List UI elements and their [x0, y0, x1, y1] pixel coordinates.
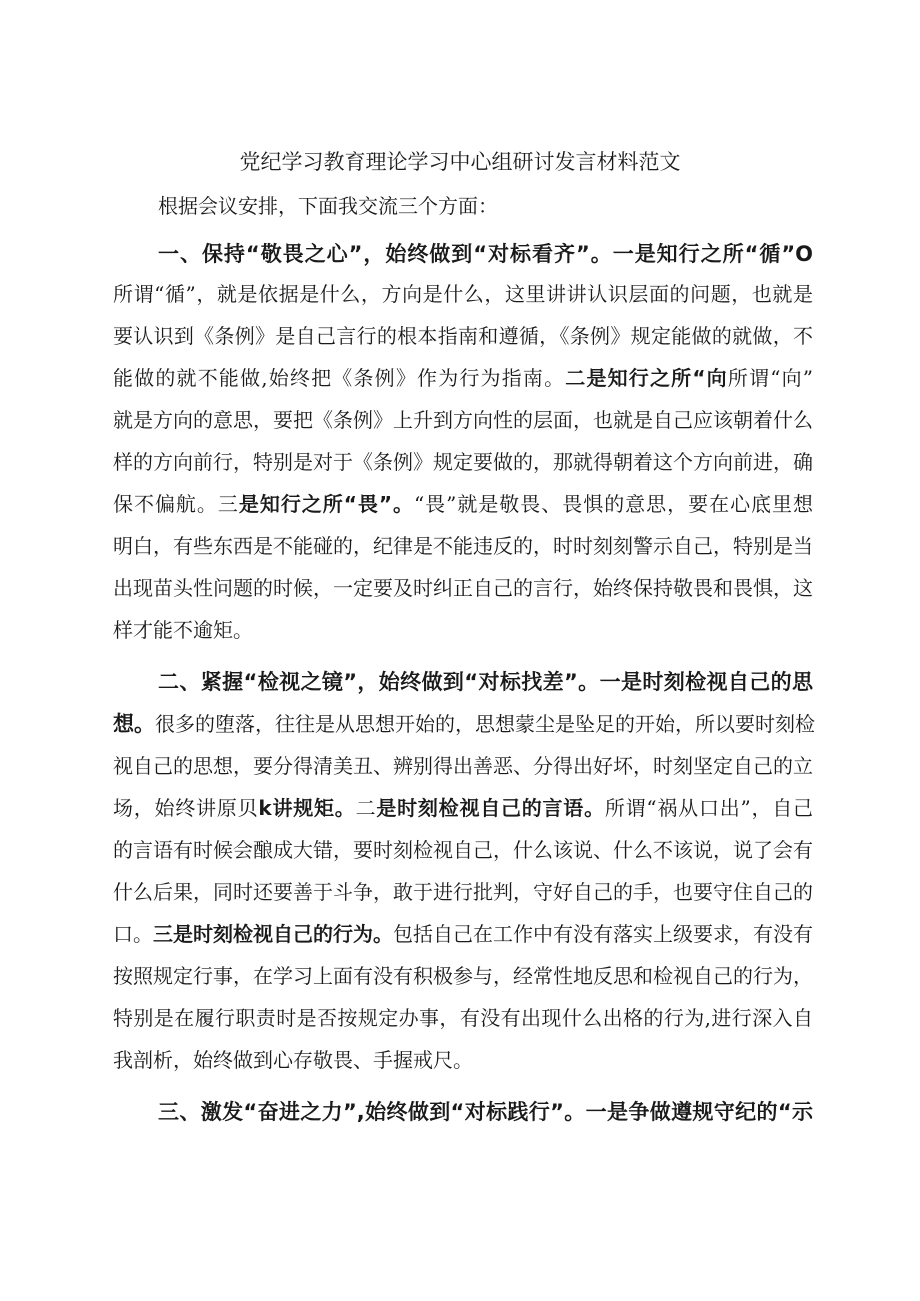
- body-line: 的言语有时候会酿成大错，要时刻检视自己，什么该说、什么不该说，说了会有: [113, 838, 813, 862]
- subpoint-heading: 是时刻检视自己的言语。: [376, 796, 605, 820]
- body-line: 样的方向前行，特别是对于《条例》规定要做的，那就得朝着这个方向前进，确: [113, 450, 813, 474]
- section-heading-3: 三、激发“奋进之力”,始终做到“对标践行”。一是争做遵规守纪的“示: [158, 1100, 813, 1124]
- body-text: 口。: [113, 922, 153, 946]
- subpoint-heading: 二是知行之所“向: [565, 366, 728, 390]
- body-text: 所谓“祸从口出”，自己: [604, 796, 814, 820]
- body-line: 按照规定行事，在学习上面有没有积极参与，经常性地反思和检视自己的行为，: [113, 964, 813, 988]
- document-title: 党纪学习教育理论学习中心组研讨发言材料范文: [239, 150, 681, 174]
- body-line: [113, 794, 813, 822]
- subpoint-heading: 是知行之所“畏”。: [238, 492, 414, 516]
- paragraph-intro: 根据会议安排，下面我交流三个方面：: [158, 194, 498, 218]
- section-heading-2: 二、紧握“检视之镜”，始终做到“对标找差”。一是时刻检视自己的思: [158, 670, 813, 694]
- body-line: 我剖析，始终做到心存敬畏、手握戒尺。: [113, 1048, 473, 1072]
- subpoint-heading: 三是时刻检视自己的行为。: [153, 922, 393, 946]
- body-line: [113, 490, 813, 518]
- body-line: 要认识到《条例》是自己言行的根本指南和遵循，《条例》规定能做的就做，不: [113, 324, 813, 348]
- body-text: 所谓“向”: [727, 366, 814, 390]
- body-text: 保不偏航。三: [113, 492, 239, 516]
- body-line: 出现苗头性问题的时候，一定要及时纠正自己的言行，始终保持敬畏和畏惧，这: [113, 576, 813, 600]
- body-line: 样才能不逾矩。: [113, 618, 253, 642]
- body-line: [113, 920, 813, 948]
- section-heading-1: 一、保持“敬畏之心”，始终做到“对标看齐”。一是知行之所“循”O: [158, 242, 813, 266]
- body-text: 包括自己在工作中有没有落实上级要求，有没有: [393, 922, 813, 946]
- body-line: 就是方向的意思，要把《条例》上升到方向性的层面，也就是自己应该朝着什么: [113, 408, 813, 432]
- body-line: 什么后果，同时还要善于斗争，敢于进行批判，守好自己的手，也要守住自己的: [113, 880, 813, 904]
- body-line: 特别是在履行职责时是否按规定办事，有没有出现什么出格的行为,进行深入自: [113, 1006, 813, 1030]
- body-text: 二: [355, 796, 377, 820]
- body-line: 视自己的思想，要分得清美丑、辨别得出善恶、分得出好坏，时刻坚定自己的立: [113, 754, 813, 778]
- body-text: 很多的堕落，往往是从思想开始的，思想蒙尘是坠足的开始，所以要时刻检: [155, 712, 815, 736]
- body-line: [113, 364, 813, 392]
- body-text: “畏”就是敬畏、畏惧的意思，要在心底里想: [413, 492, 813, 516]
- body-text: 能做的就不能做,始终把《条例》作为行为指南。: [113, 366, 566, 390]
- body-line: 明白，有些东西是不能碰的，纪律是不能违反的，时时刻刻警示自己，特别是当: [113, 534, 813, 558]
- body-line: [113, 710, 813, 738]
- body-line: 所谓“循”，就是依据是什么，方向是什么，这里讲讲认识层面的问题，也就是: [113, 282, 813, 306]
- body-text: 场，始终讲原贝: [113, 796, 259, 820]
- section-heading-2-tail: 想。: [113, 712, 155, 736]
- subpoint-heading: k讲规矩。: [258, 796, 356, 820]
